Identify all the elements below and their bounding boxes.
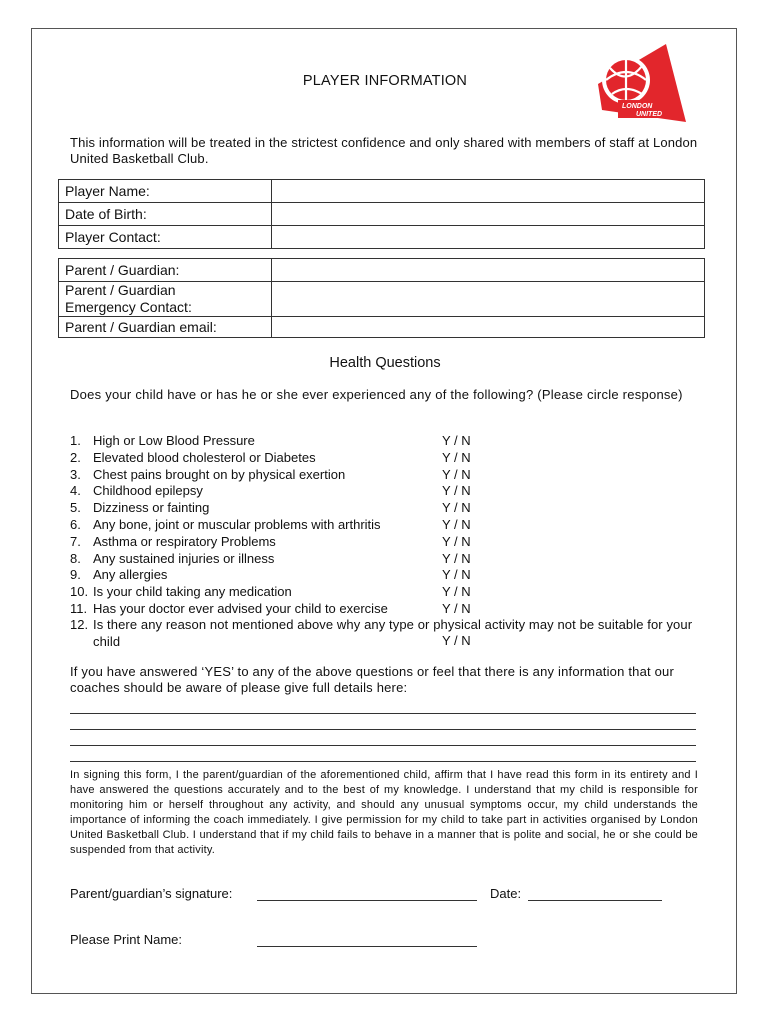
question-number: 10. — [70, 584, 89, 600]
details-line[interactable] — [70, 746, 696, 762]
question-row — [70, 499, 710, 516]
print-name-line[interactable] — [257, 930, 477, 947]
emergency-contact-label — [59, 282, 272, 317]
question-text: Chest pains brought on by physical exertion — [93, 466, 346, 482]
yes-no-answer[interactable]: Y / N — [442, 550, 471, 566]
question-number: 7. — [70, 533, 81, 549]
question-row — [70, 482, 710, 499]
yes-no-answer[interactable]: Y / N — [442, 466, 471, 482]
yes-no-answer[interactable]: Y / N — [442, 584, 471, 600]
yes-no-answer[interactable]: Y / N — [442, 433, 471, 448]
form-title: PLAYER INFORMATION — [302, 73, 468, 89]
date-label: Date: — [490, 886, 522, 901]
question-number: 9. — [70, 567, 81, 583]
parent-guardian-label: Parent / Guardian: — [59, 259, 272, 282]
question-number: 1. — [70, 433, 81, 448]
emergency-contact-label-line2: Emergency Contact: — [65, 299, 192, 315]
question-text: Is your child taking any medication — [93, 584, 292, 600]
question-row — [70, 466, 710, 483]
parent-email-field[interactable] — [272, 317, 705, 338]
question-number: 8. — [70, 550, 81, 566]
date-of-birth-label: Date of Birth: — [59, 203, 272, 226]
yes-no-answer[interactable]: Y / N — [442, 533, 471, 549]
details-prompt: If you have answered ‘YES’ to any of the above questions or feel that there is any information that our coaches should be aware of please give full details here: — [70, 664, 675, 695]
question-row — [70, 600, 710, 617]
question-number: 4. — [70, 483, 81, 499]
player-name-field[interactable] — [272, 180, 705, 203]
signature-line[interactable] — [257, 884, 477, 901]
question-row — [70, 583, 710, 600]
question-text: Asthma or respiratory Problems — [93, 533, 276, 549]
question-number: 3. — [70, 466, 81, 482]
question-text: High or Low Blood Pressure — [93, 433, 255, 448]
emergency-contact-field[interactable] — [272, 282, 705, 317]
question-text: Dizziness or fainting — [93, 500, 210, 516]
question-row — [70, 516, 710, 533]
question-text: Any bone, joint or muscular problems with arthritis — [93, 517, 381, 532]
health-questions-heading: Health Questions — [329, 355, 441, 371]
player-contact-label: Player Contact: — [59, 226, 272, 249]
parent-guardian-field[interactable] — [272, 259, 705, 282]
question-number: 6. — [70, 517, 81, 532]
parent-email-label: Parent / Guardian email: — [59, 317, 272, 338]
question-text: Childhood epilepsy — [93, 483, 203, 499]
question-text: Any sustained injuries or illness — [93, 550, 275, 566]
emergency-contact-label-line1: Parent / Guardian — [65, 282, 176, 298]
yes-no-answer[interactable]: Y / N — [442, 500, 471, 516]
question-number: 5. — [70, 500, 81, 516]
yes-no-answer[interactable]: Y / N — [442, 567, 471, 583]
signature-label: Parent/guardian’s signature: — [70, 886, 233, 901]
svg-text:LONDON: LONDON — [622, 103, 653, 110]
confidentiality-statement: This information will be treated in the strictest confidence and only shared with members of staff at London United Basketball Club. — [70, 135, 698, 166]
player-contact-field[interactable] — [272, 226, 705, 249]
details-line[interactable] — [70, 698, 696, 714]
question-text: Any allergies — [93, 567, 168, 583]
question-text: Has your doctor ever advised your child to exercise — [93, 601, 388, 616]
yes-no-answer[interactable]: Y / N — [442, 517, 471, 532]
question-row — [70, 432, 710, 449]
date-of-birth-field[interactable] — [272, 203, 705, 226]
yes-no-answer[interactable]: Y / N — [442, 601, 471, 616]
yes-no-answer[interactable]: Y / N — [442, 633, 471, 648]
health-questions-prompt: Does your child have or has he or she ever experienced any of the following? (Please circle response) — [70, 387, 683, 402]
date-line[interactable] — [528, 884, 662, 901]
question-text: Elevated blood cholesterol or Diabetes — [93, 449, 316, 465]
question-text: Is there any reason not mentioned above why any type or physical activity may not be suitable for your child — [93, 617, 693, 649]
yes-no-answer[interactable]: Y / N — [442, 483, 471, 499]
question-number: 11. — [70, 601, 88, 616]
question-number: 2. — [70, 449, 81, 465]
yes-no-answer[interactable]: Y / N — [442, 449, 471, 465]
question-row — [70, 566, 710, 583]
svg-text:UNITED: UNITED — [636, 111, 663, 118]
question-row — [70, 550, 710, 567]
details-lines[interactable] — [70, 698, 696, 762]
player-details-table — [58, 179, 705, 249]
details-line[interactable] — [70, 714, 696, 730]
details-line[interactable] — [70, 730, 696, 746]
question-row — [70, 449, 710, 466]
london-united-logo — [592, 44, 688, 124]
parent-details-table — [58, 258, 705, 338]
question-number: 12. — [70, 617, 89, 632]
print-name-label: Please Print Name: — [70, 932, 182, 947]
consent-statement: In signing this form, I the parent/guardian of the aforementioned child, affirm that I have read this form in its entirety and I have answered the questions accurately and to the best of my knowledge. I understand that my child is responsible for monitoring him or herself throughout any activity, and should any unusual symptoms occur, my child understands the importance of informing the coach immediately. I give permission for my child to take part in activities organised by London United Basketball Club. I understand that if my child fails to behave in a manner that is polite and social, he or she could be suspended from that activity. — [70, 769, 698, 856]
player-name-label: Player Name: — [59, 180, 272, 203]
question-row — [70, 533, 710, 550]
